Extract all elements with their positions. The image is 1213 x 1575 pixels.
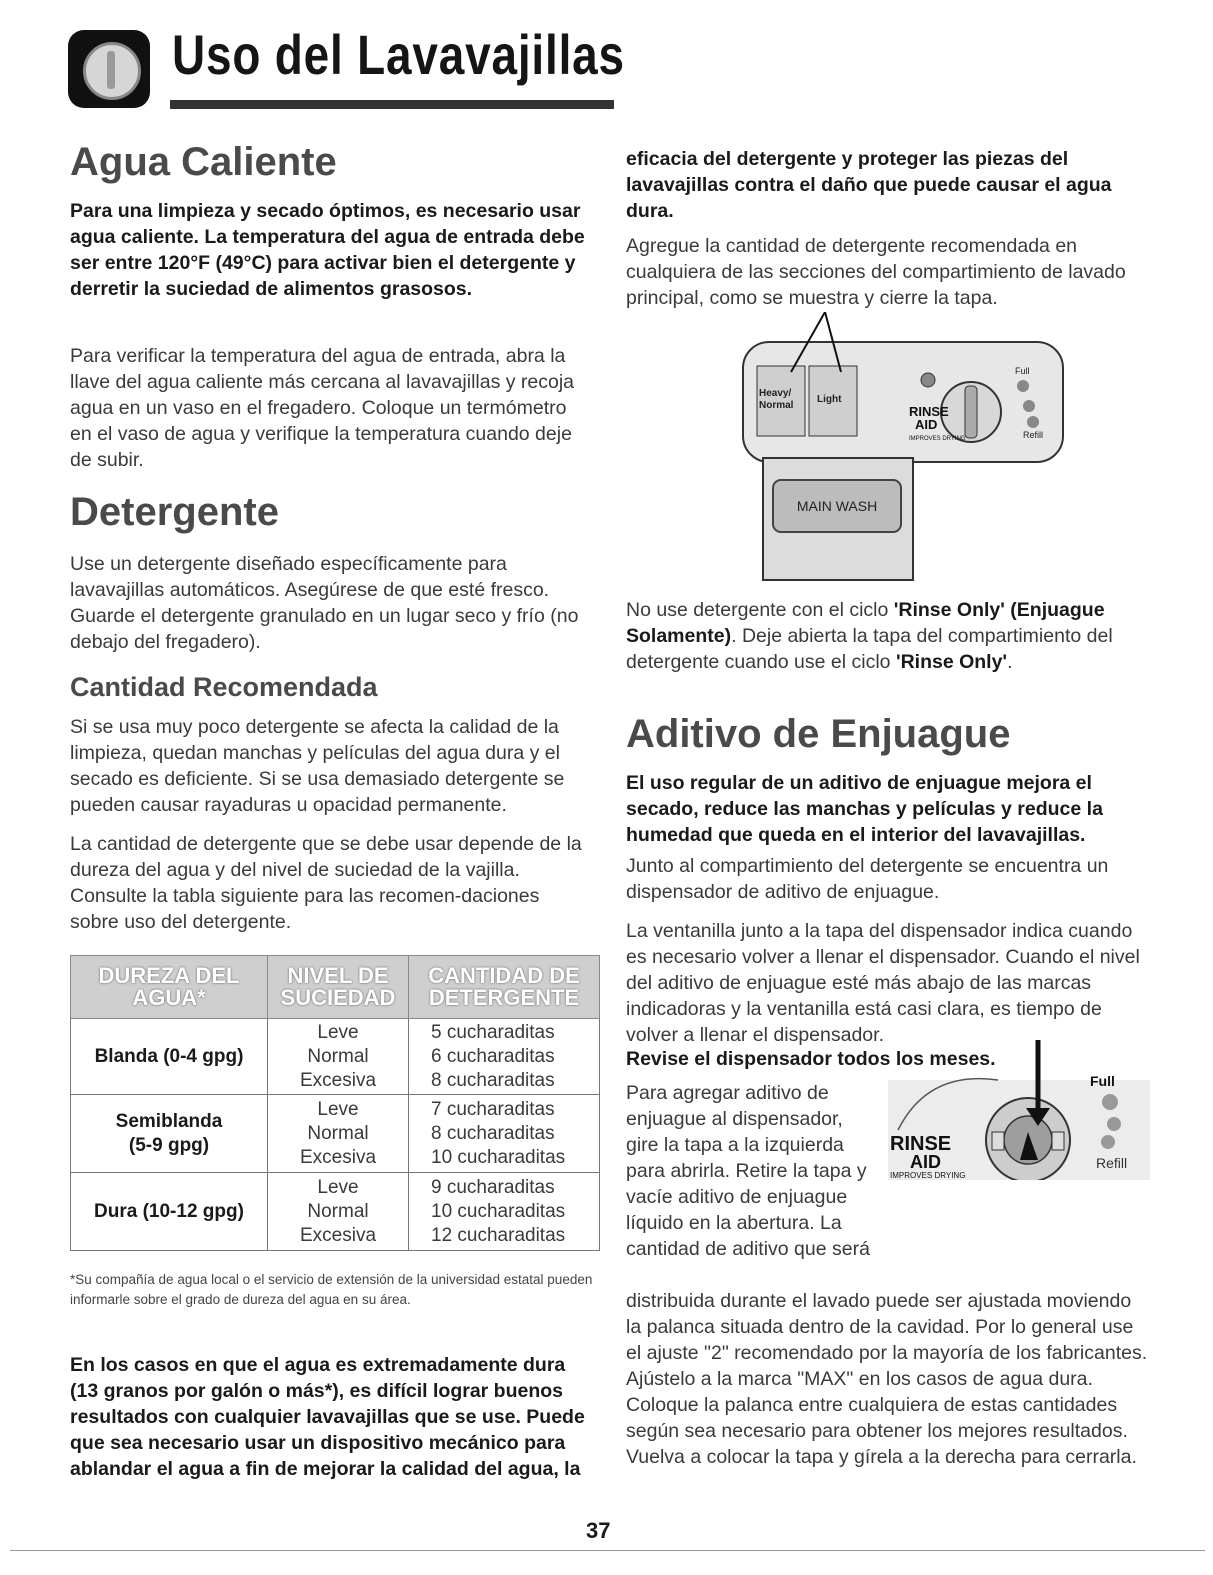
header-rule [170, 100, 614, 109]
level-text: Excesiva [299, 1224, 377, 1246]
fig1-heavy-label: Heavy/ [759, 388, 792, 399]
aditivo-paragraph-3b: distribuida durante el lavado puede ser ajustada moviendo la palanca situada dentro de la cavidad. Por lo general use el ajuste "2" recomendado por la mayoría de los fabricantes. Ajústelo a la marca "MAX" en los casos de agua dura. Coloque la palanca entre cualquiera de estas cantidades según sea necesario para obtener los mejores resultados. Vuelva a colocar la tapa y gírela a la derecha para cerrarla. [626, 1290, 1148, 1468]
amount-text: 5 cucharaditas [431, 1021, 555, 1043]
detergente-paragraph: Use un detergente diseñado específicamente para lavavajillas automáticos. Asegúrese de que esté fresco. Guarde el detergente granulado en un lugar seco y frío (no debajo del fregadero). [70, 553, 579, 653]
fig1-refill-label: Refill [1023, 430, 1044, 440]
header-dureza: DUREZA DEL AGUA* [71, 956, 268, 1019]
hardness-range: (5-9 gpg) [128, 1134, 210, 1156]
heading-aditivo-de-enjuague: Aditivo de Enjuague [626, 712, 1011, 756]
rinse-only-text: . Deje abierta la tapa del compartimiento del detergente cuando use el ciclo [626, 625, 1113, 673]
rinse-only-text: No use detergente con el ciclo [626, 599, 894, 621]
fig2-aid-label: AID [910, 1152, 941, 1172]
fig2-rinse-label: RINSE [890, 1133, 952, 1155]
extreme-hardness-paragraph: En los casos en que el agua es extremadamente dura (13 granos por galón o más*), es difícil lograr buenos resultados con cualquier lavavajillas que se use. Puede que sea necesario usar un dispositivo mecánico para ablandar el agua a fin de mejorar la calidad del agua, la [70, 1354, 585, 1480]
level-text: Leve [317, 1021, 359, 1043]
continued-body-paragraph: Agregue la cantidad de detergente recomendada en cualquiera de las secciones del compartimiento de lavado principal, como se muestra y cierre la tapa. [626, 235, 1126, 309]
amount-cell [409, 1019, 600, 1095]
page-title: Uso del Lavavajillas [172, 23, 625, 86]
cantidad-paragraph-2: La cantidad de detergente que se debe usar depende de la dureza del agua y del nivel de suciedad de la vajilla. Consulte la tabla siguiente para las recomen-daciones sobre uso del detergente. [70, 833, 582, 933]
hardness-cell: Blanda (0-4 gpg) [71, 1019, 268, 1095]
continued-bold-paragraph: eficacia del detergente y proteger las piezas del lavavajillas contra el daño que puede causar el agua dura. [626, 148, 1112, 222]
header-cantidad: CANTIDAD DE DETERGENTE [409, 956, 600, 1019]
agua-body-paragraph: Para verificar la temperatura del agua de entrada, abra la llave del agua caliente más cercana al lavavajillas y recoja agua en un vaso en el fregadero. Coloque un termómetro en el vaso de agua y verifique la temperatura cuando deje de subir. [70, 345, 575, 471]
amount-text: 9 cucharaditas [431, 1176, 555, 1198]
rinse-only-bold: 'Rinse Only' [895, 651, 1008, 673]
level-cell [268, 1019, 409, 1095]
table-footnote: *Su compañía de agua local o el servicio de extensión de la universidad estatal pueden informarle sobre el grado de dureza del agua en su área. [70, 1272, 593, 1307]
aditivo-paragraph-2: La ventanilla junto a la tapa del dispensador indica cuando es necesario volver a llenar el dispensador. Cuando el nivel del aditivo de enjuague esté más abajo de las marcas indicadoras y la ventanilla está casi clara, es tiempo de volver a llenar el dispensador. [626, 920, 1140, 1046]
footer-rule [10, 1550, 1205, 1551]
amount-text: 6 cucharaditas [431, 1045, 555, 1067]
hardness-name: Semiblanda [115, 1110, 223, 1132]
dishwasher-dial-icon [68, 30, 150, 108]
table-row [71, 1095, 600, 1173]
amount-text: 8 cucharaditas [431, 1122, 555, 1144]
fig1-light-label: Light [817, 394, 842, 405]
fig1-normal-label: Normal [759, 400, 794, 411]
hardness-cell [71, 1095, 268, 1173]
amount-text: 8 cucharaditas [431, 1069, 555, 1091]
level-text: Excesiva [299, 1069, 377, 1091]
rinse-aid-dispenser-figure [888, 1040, 1150, 1180]
heading-detergente: Detergente [70, 490, 279, 534]
fig1-aid-label: AID [915, 417, 938, 432]
fig2-improves-label: IMPROVES DRYING [890, 1171, 966, 1180]
aditivo-bold-paragraph: El uso regular de un aditivo de enjuague mejora el secado, reduce las manchas y películas y reduce la humedad que queda en el interior del lavavajillas. [626, 772, 1103, 846]
cantidad-paragraph-1: Si se usa muy poco detergente se afecta la calidad de la limpieza, quedan manchas y películas del agua dura y el secado es deficiente. Si se usa demasiado detergente se pueden causar rayaduras u opacidad permanente. [70, 716, 565, 816]
page-header [68, 22, 625, 112]
fig1-rinse-label: RINSE [909, 404, 949, 419]
table-row [71, 1173, 600, 1251]
heading-agua-caliente: Agua Caliente [70, 140, 337, 184]
amount-text: 10 cucharaditas [431, 1200, 566, 1222]
rinse-only-bold: 'Rinse Only' (Enjuague Solamente) [626, 599, 1105, 647]
detergent-table [70, 955, 600, 1251]
table-row [71, 1019, 600, 1095]
aditivo-paragraph-3a: Para agregar aditivo de enjuague al dispensador, gire la tapa a la izquierda para abrirla. Retire la tapa y vacíe aditivo de enjuague líquido en la abertura. La cantidad de aditivo que será [626, 1082, 870, 1260]
hardness-cell: Dura (10-12 gpg) [71, 1173, 268, 1251]
amount-text: 12 cucharaditas [431, 1224, 566, 1246]
level-text: Normal [307, 1045, 369, 1067]
aditivo-check-monthly: Revise el dispensador todos los meses. [626, 1048, 996, 1070]
agua-bold-paragraph: Para una limpieza y secado óptimos, es necesario usar agua caliente. La temperatura del agua de entrada debe ser entre 120°F (49°C) para activar bien el detergente y derretir la suciedad de alimentos grasosos. [70, 200, 585, 300]
header-nivel: NIVEL DE SUCIEDAD [268, 956, 409, 1019]
fig1-main-wash-label: MAIN WASH [796, 498, 878, 514]
level-cell [268, 1173, 409, 1251]
rinse-only-text: . [1007, 651, 1013, 673]
level-text: Normal [307, 1122, 369, 1144]
level-text: Leve [317, 1176, 359, 1198]
rinse-only-paragraph [626, 597, 1146, 675]
fig1-improves-label: IMPROVES DRYING [909, 436, 966, 442]
amount-text: 7 cucharaditas [431, 1098, 555, 1120]
level-text: Leve [317, 1098, 359, 1120]
fig2-refill-label: Refill [1096, 1155, 1128, 1171]
page-number: 37 [586, 1518, 611, 1543]
table-header-row [71, 956, 600, 1019]
amount-cell [409, 1173, 600, 1251]
fig1-full-label: Full [1015, 366, 1030, 376]
aditivo-paragraph-1: Junto al compartimiento del detergente se encuentra un dispensador de aditivo de enjuague. [626, 855, 1109, 903]
level-cell [268, 1095, 409, 1173]
amount-text: 10 cucharaditas [431, 1146, 566, 1168]
detergent-dispenser-figure [733, 312, 1073, 584]
amount-cell [409, 1095, 600, 1173]
level-text: Normal [307, 1200, 369, 1222]
level-text: Excesiva [299, 1146, 377, 1168]
heading-cantidad-recomendada: Cantidad Recomendada [70, 672, 378, 702]
fig2-full-label: Full [1090, 1073, 1115, 1089]
